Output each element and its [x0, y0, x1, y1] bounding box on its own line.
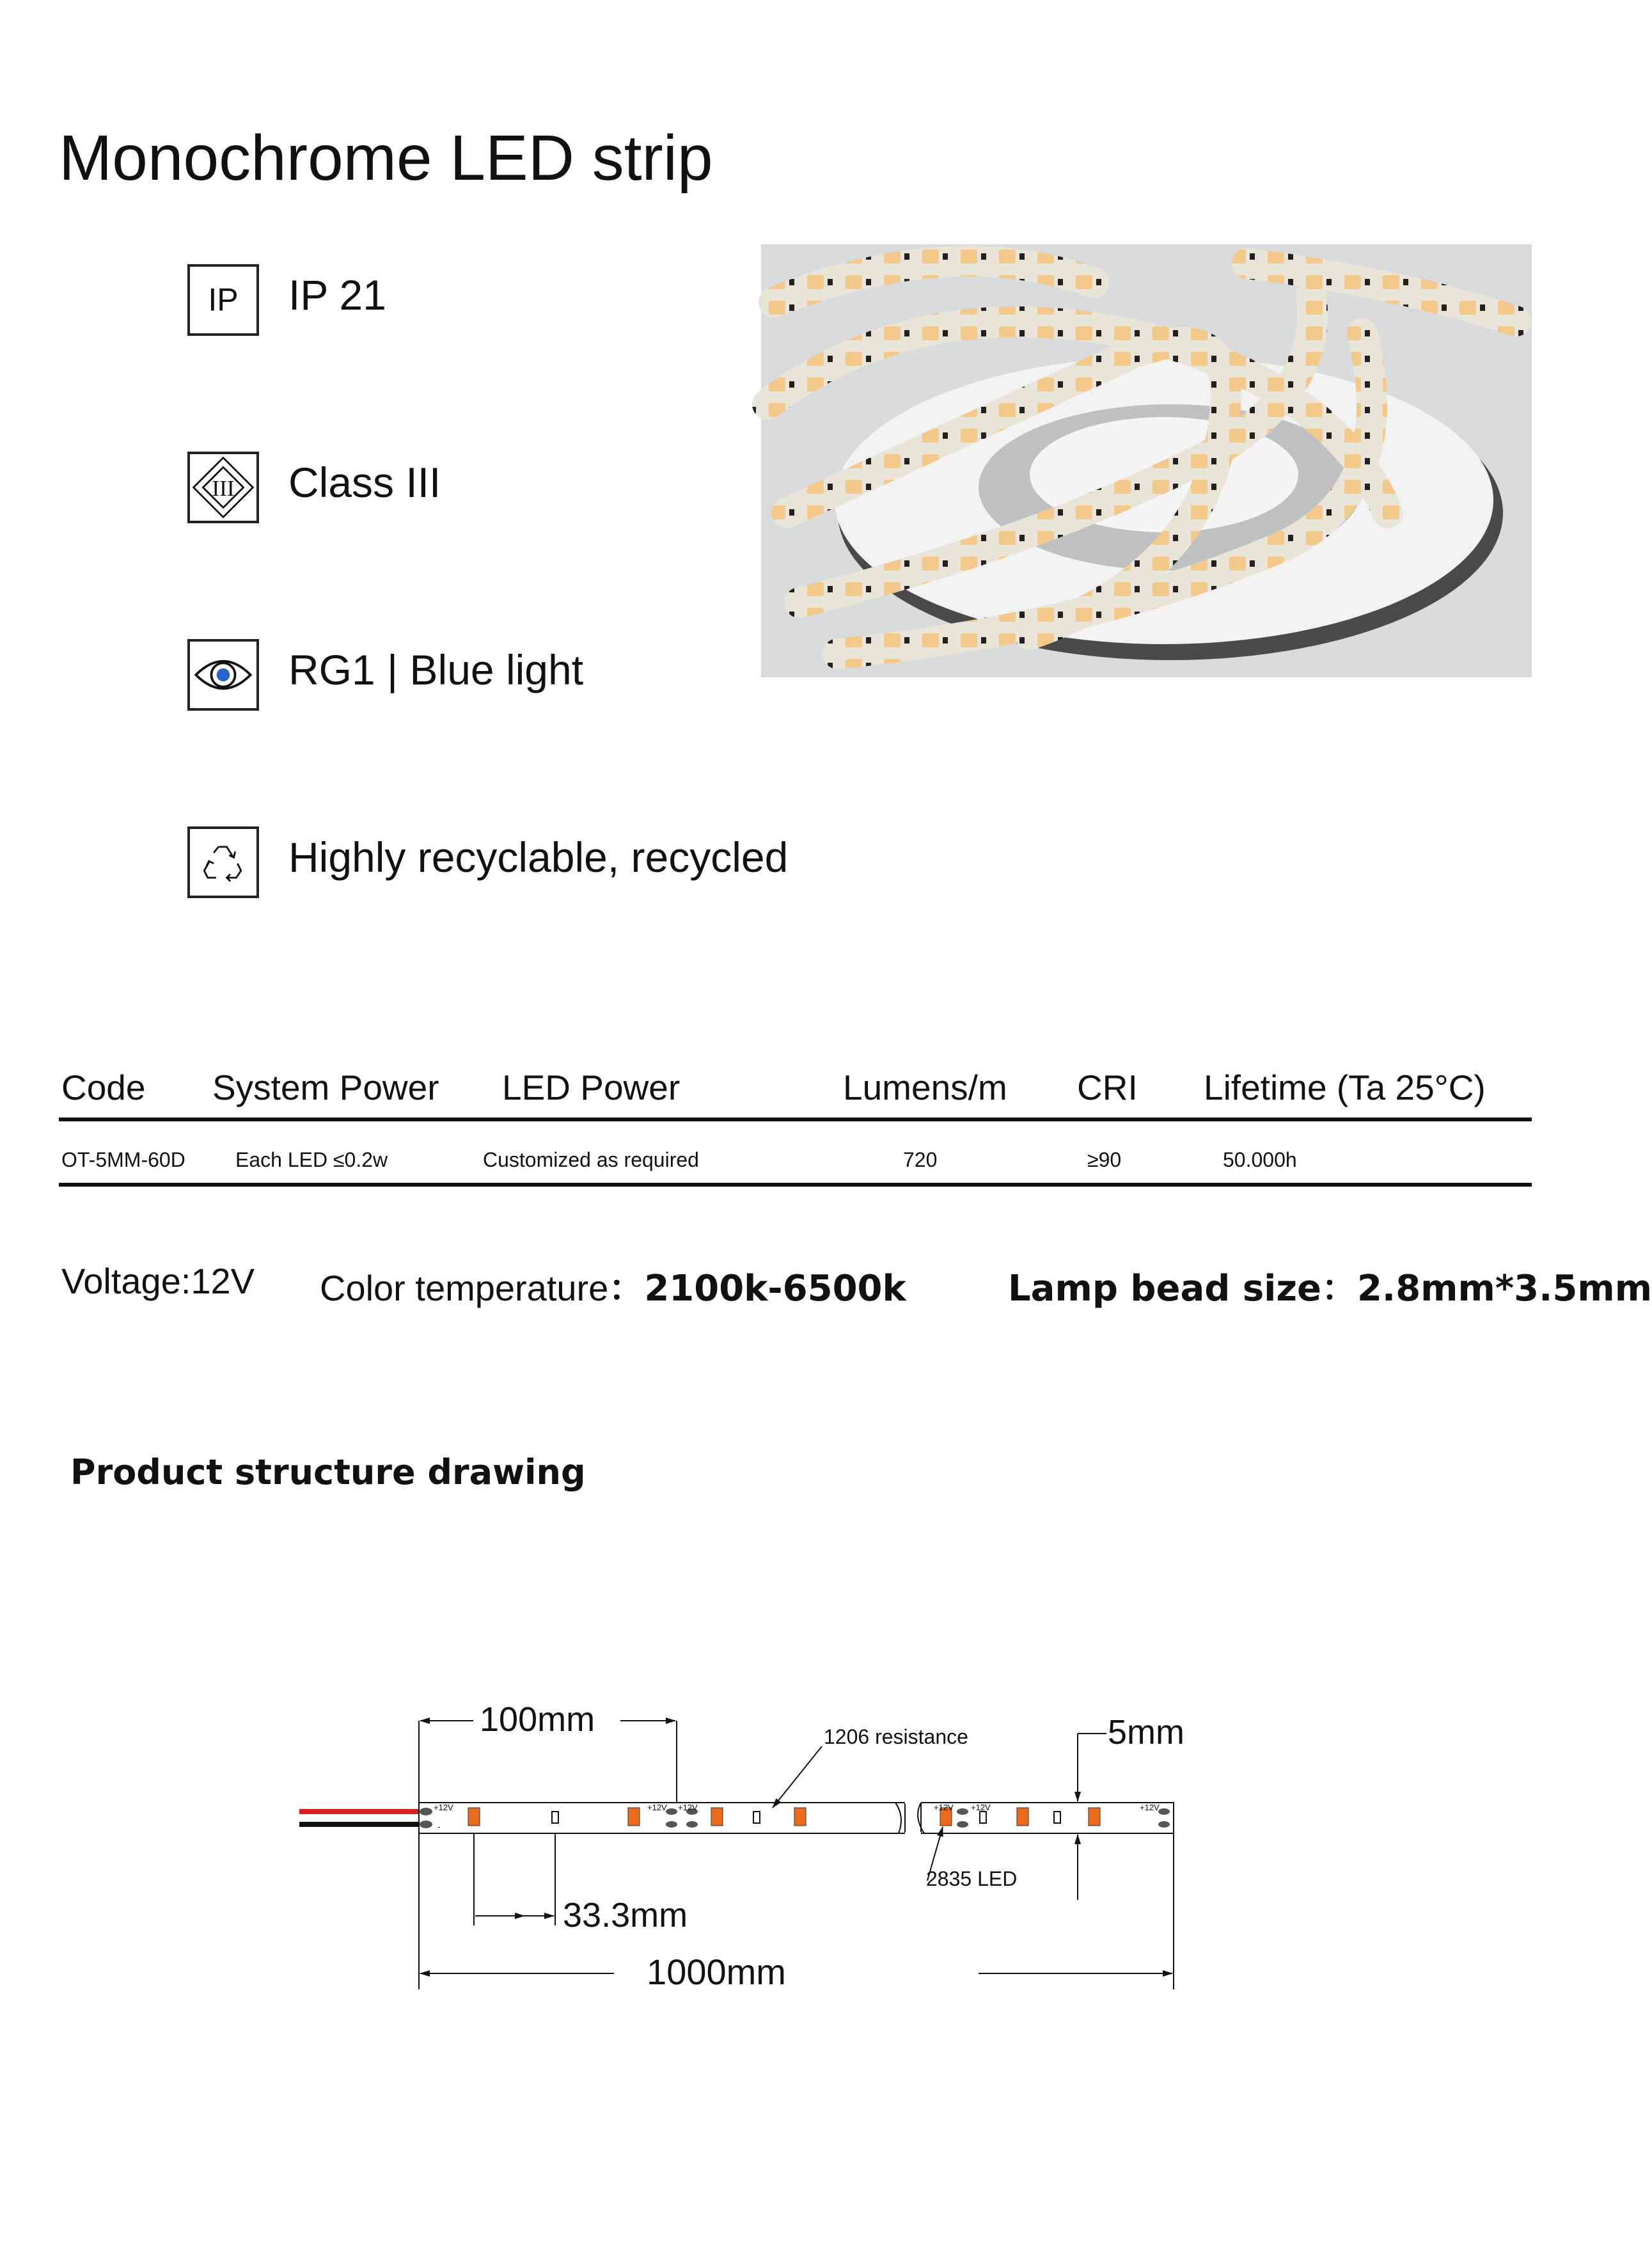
led-chip [1017, 1808, 1028, 1826]
col-header-code: Code [61, 1068, 146, 1107]
resistor [980, 1812, 986, 1823]
color-temperature-label: Color temperature [320, 1268, 609, 1308]
cell-led-power: Customized as required [483, 1148, 699, 1171]
resistor [552, 1812, 558, 1823]
table-header-rule [59, 1118, 1532, 1121]
cell-lumens: 720 [903, 1148, 938, 1171]
col-header-led-power: LED Power [502, 1068, 680, 1107]
class-iii-icon [187, 452, 259, 523]
feature-class [187, 452, 827, 528]
led-chip [1089, 1808, 1100, 1826]
col-header-lifetime: Lifetime (Ta 25°C) [1204, 1068, 1486, 1107]
eye-icon [187, 639, 259, 711]
led-chip [711, 1808, 723, 1826]
structure-drawing [281, 1689, 1254, 2009]
strip-segment-right [921, 1803, 1174, 1833]
drawing-title: Product structure drawing [70, 1452, 586, 1492]
cell-lifetime: 50.000h [1223, 1148, 1297, 1171]
feature-recyclable [187, 826, 827, 903]
ip-icon [187, 264, 259, 336]
cell-code: OT-5MM-60D [61, 1148, 185, 1171]
feature-label: Highly recyclable, recycled [288, 834, 789, 881]
dim-33-3mm: 33.3mm [563, 1896, 688, 1934]
pad-label: +12V [1140, 1803, 1160, 1812]
product-photo [761, 244, 1532, 677]
resistor [753, 1812, 760, 1823]
col-header-cri: CRI [1077, 1068, 1138, 1107]
page-title: Monochrome LED strip [59, 122, 713, 194]
cell-cri: ≥90 [1087, 1148, 1122, 1171]
table-bottom-rule [59, 1183, 1532, 1187]
color-temperature-value: ：2100k-6500k [608, 1268, 906, 1309]
pad-label: +12V [971, 1803, 991, 1812]
resistor [1054, 1812, 1060, 1823]
col-header-system-power: System Power [212, 1068, 439, 1107]
feature-label: IP 21 [288, 271, 386, 319]
pad-label: +12V [434, 1803, 453, 1812]
pad-label: +12V [678, 1803, 698, 1812]
feature-blue-light [187, 639, 827, 716]
feature-label: RG1 | Blue light [288, 646, 584, 693]
lamp-bead-size-label: Lamp bead size [1008, 1268, 1321, 1309]
led-chip [628, 1808, 640, 1826]
lamp-bead-size-spec [1008, 1260, 1652, 1311]
pad-label: - [437, 1822, 441, 1831]
led-chip [794, 1808, 806, 1826]
feature-ip [187, 264, 827, 341]
dim-5mm: 5mm [1108, 1713, 1184, 1751]
resistance-label: 1206 resistance [824, 1725, 968, 1748]
voltage-spec: Voltage:12V [61, 1261, 255, 1301]
dim-1000mm: 1000mm [647, 1952, 786, 1992]
led-label: 2835 LED [926, 1867, 1018, 1890]
pad-label: +12V [934, 1803, 954, 1812]
svg-text:III: III [212, 476, 235, 501]
dim-100mm: 100mm [480, 1700, 595, 1739]
pad-label: +12V [647, 1803, 667, 1812]
recycle-icon [187, 826, 259, 898]
cell-system-power: Each LED ≤0.2w [235, 1148, 388, 1171]
feature-label: Class III [288, 459, 441, 506]
color-temperature-spec [320, 1260, 906, 1311]
svg-text:IP: IP [208, 281, 239, 318]
col-header-lumens: Lumens/m [843, 1068, 1007, 1107]
led-chip [468, 1808, 480, 1826]
lamp-bead-size-value: ：2.8mm*3.5mm [1321, 1268, 1652, 1309]
